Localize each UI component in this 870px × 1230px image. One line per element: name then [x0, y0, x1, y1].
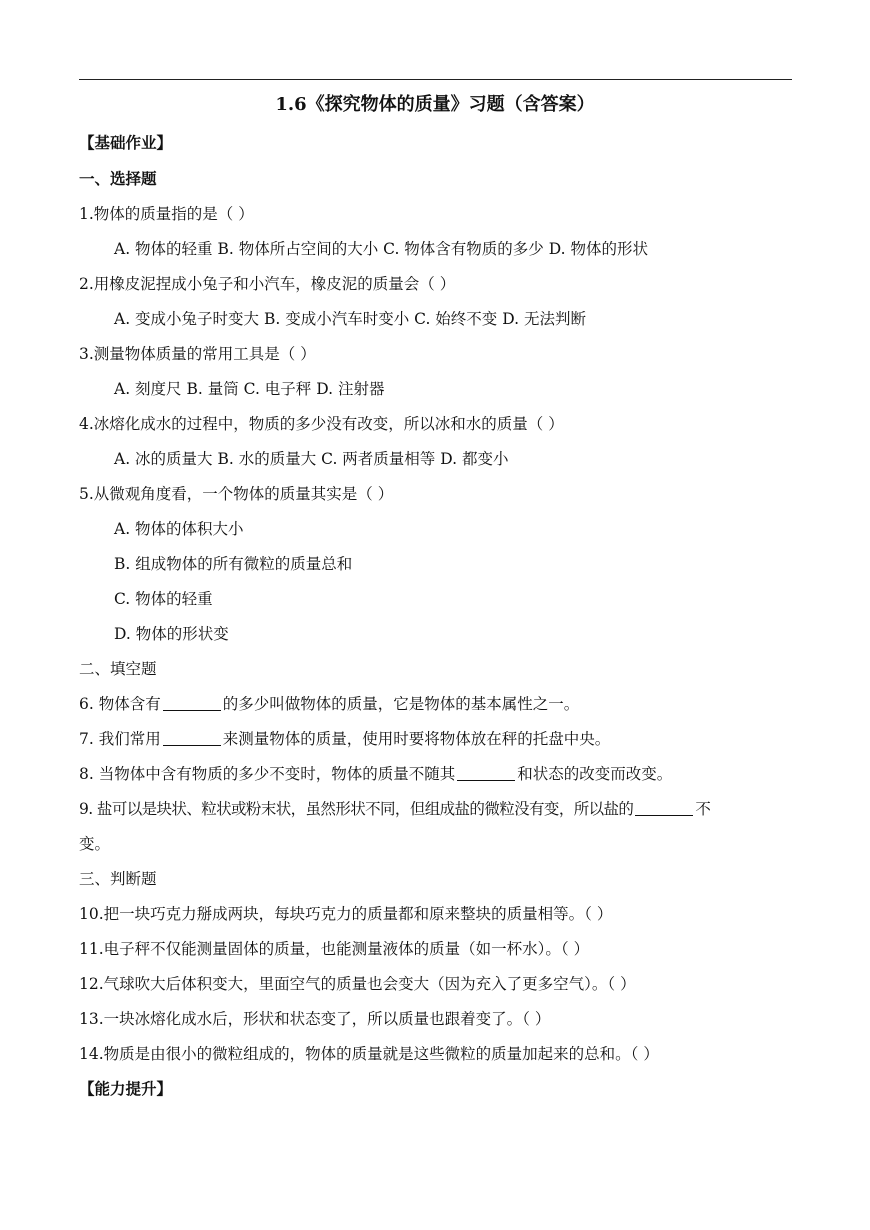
question-8 — [79, 763, 794, 785]
part-heading-judge: 三、判断题 — [79, 870, 157, 888]
question-7 — [79, 728, 794, 750]
question-7-text-b: 来测量物体的质量，使用时要将物体放在秤的托盘中央。 — [222, 730, 611, 748]
question-4: 4.冰熔化成水的过程中，物质的多少没有改变，所以冰和水的质量（ ） — [79, 415, 564, 433]
question-7-text-a: 7. 我们常用 — [79, 730, 161, 748]
header-rule — [79, 79, 792, 80]
question-5-option-c: C. 物体的轻重 — [114, 590, 213, 608]
question-6-text-b: 的多少叫做物体的质量，它是物体的基本属性之一。 — [222, 695, 580, 713]
question-6 — [79, 693, 794, 715]
question-9-text-b: 不 — [695, 800, 711, 818]
question-4-options: A. 冰的质量大 B. 水的质量大 C. 两者质量相等 D. 都变小 — [114, 450, 509, 468]
answer-blank — [457, 764, 515, 781]
section-advanced: 【能力提升】 — [79, 1079, 173, 1098]
question-1: 1.物体的质量指的是（ ） — [79, 205, 254, 223]
question-13: 13.一块冰熔化成水后，形状和状态变了，所以质量也跟着变了。（ ） — [79, 1010, 551, 1028]
question-9 — [79, 798, 794, 820]
question-3-options: A. 刻度尺 B. 量筒 C. 电子秤 D. 注射器 — [114, 380, 385, 398]
question-9-text-a: 9. 盐可以是块状、粒状或粉末状，虽然形状不同，但组成盐的微粒没有变，所以盐的 — [79, 800, 634, 818]
part-heading-choice: 一、选择题 — [79, 169, 157, 188]
answer-blank — [163, 694, 221, 711]
question-9-continued: 变。 — [79, 835, 111, 853]
question-8-text-a: 8. 当物体中含有物质的多少不变时，物体的质量不随其 — [79, 765, 456, 783]
answer-blank — [635, 799, 693, 816]
question-8-text-b: 和状态的改变而改变。 — [517, 765, 673, 783]
question-2-options: A. 变成小兔子时变大 B. 变成小汽车时变小 C. 始终不变 D. 无法判断 — [114, 310, 586, 328]
question-5-option-d: D. 物体的形状变 — [114, 625, 229, 643]
question-3: 3.测量物体质量的常用工具是（ ） — [79, 345, 316, 363]
question-11: 11.电子秤不仅能测量固体的质量，也能测量液体的质量（如一杯水）。（ ） — [79, 940, 590, 958]
question-6-text-a: 6. 物体含有 — [79, 695, 161, 713]
page-title: 1.6《探究物体的质量》习题（含答案） — [275, 94, 595, 115]
question-5-option-b: B. 组成物体的所有微粒的质量总和 — [114, 555, 353, 573]
question-14: 14.物质是由很小的微粒组成的，物体的质量就是这些微粒的质量加起来的总和。（ ） — [79, 1045, 659, 1063]
section-basic: 【基础作业】 — [79, 133, 173, 152]
part-heading-fill: 二、填空题 — [79, 660, 157, 678]
question-2: 2.用橡皮泥捏成小兔子和小汽车，橡皮泥的质量会（ ） — [79, 275, 456, 293]
question-5: 5.从微观角度看，一个物体的质量其实是（ ） — [79, 485, 394, 503]
question-10: 10.把一块巧克力掰成两块，每块巧克力的质量都和原来整块的质量相等。（ ） — [79, 905, 613, 923]
question-12: 12.气球吹大后体积变大，里面空气的质量也会变大（因为充入了更多空气）。（ ） — [79, 975, 636, 993]
answer-blank — [163, 729, 221, 746]
question-5-option-a: A. 物体的体积大小 — [114, 520, 244, 538]
question-1-options: A. 物体的轻重 B. 物体所占空间的大小 C. 物体含有物质的多少 D. 物体的形状 — [114, 240, 648, 258]
